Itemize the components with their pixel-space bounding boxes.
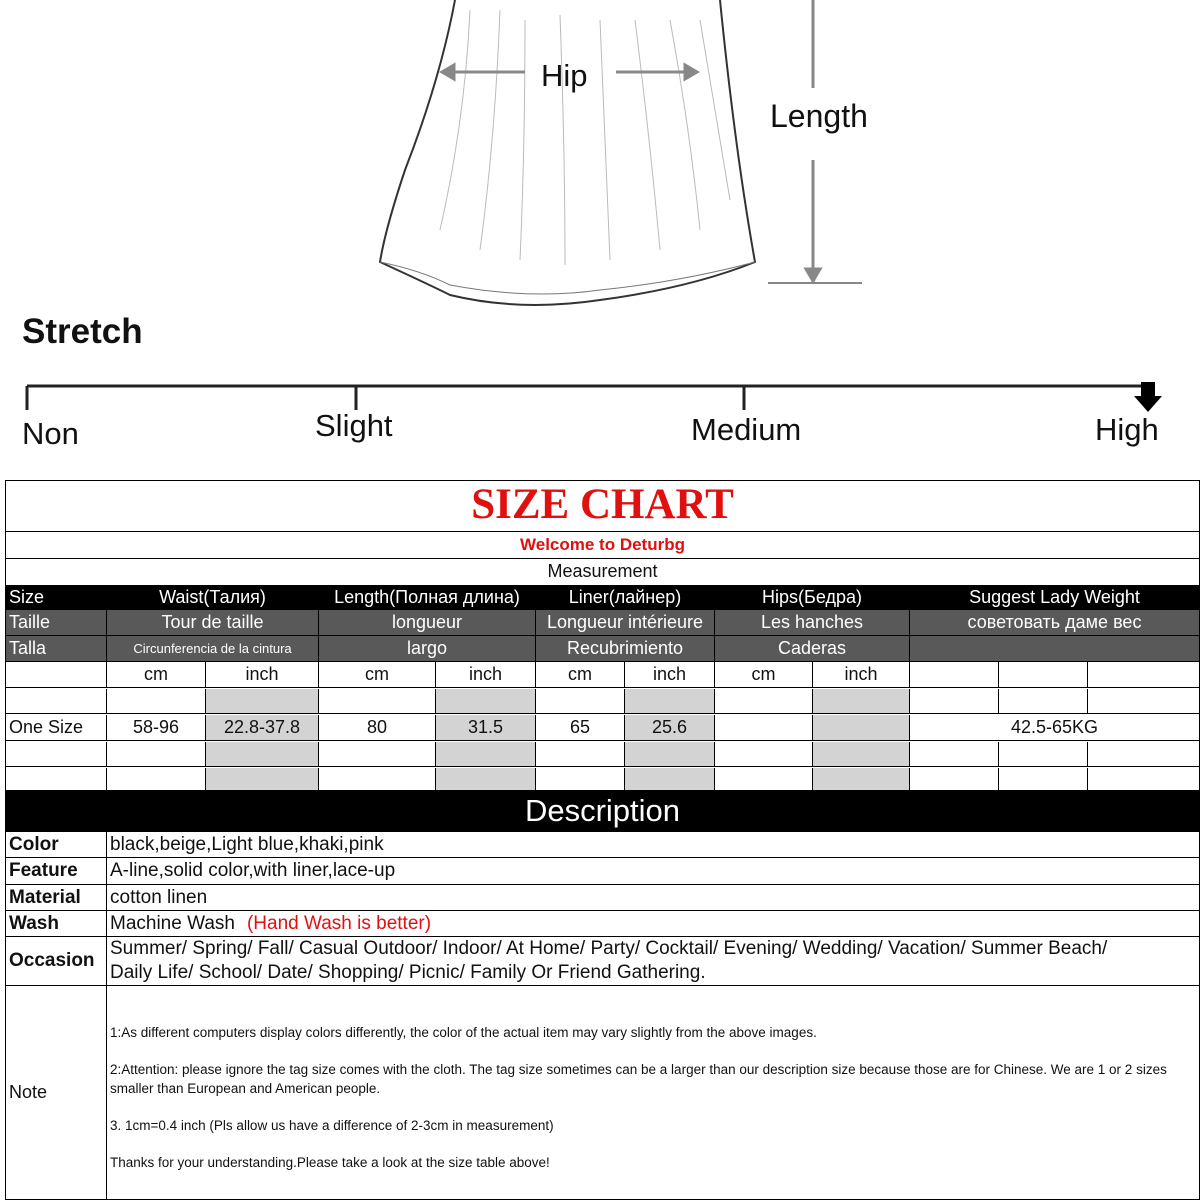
header-row-es [6,636,1199,662]
table-row [6,768,1199,790]
note-row [6,986,1199,1199]
header-longueur-int: Longueur intérieure [536,610,715,635]
stretch-level-medium: Medium [691,412,802,447]
waist-cm-value: 58-96 [107,715,206,740]
header-weight: Suggest Lady Weight [910,585,1199,610]
unit-cm: cm [536,662,625,687]
desc-row-feature [6,858,1199,885]
desc-value: cotton linen [110,886,208,908]
header-talla: Talla [6,636,107,661]
weight-value: 42.5-65KG [1010,717,1099,737]
stretch-level-slight: Slight [315,408,393,443]
length-label: Length [770,98,868,134]
note-4: Thanks for your understanding.Please take a look at the size table above! [110,1155,550,1170]
waist-inch-value: 22.8-37.8 [206,715,319,740]
desc-label: Color [6,832,107,857]
length-cm-value: 80 [319,715,436,740]
desc-label: Feature [6,858,107,884]
header-liner: Liner(лайнер) [536,585,715,610]
units-row [6,662,1199,688]
header-recubrimiento: Recubrimiento [536,636,715,661]
header-caderas: Caderas [715,636,910,661]
header-row-fr [6,610,1199,636]
wash-value: Machine Wash [110,912,235,934]
header-hips: Hips(Бедра) [715,585,910,610]
table-row [6,742,1199,767]
note-3: 3. 1cm=0.4 inch (Pls allow us have a difference of 2-3cm in measurement) [110,1118,554,1133]
desc-value: black,beige,Light blue,khaki,pink [110,833,384,855]
desc-label: Wash [6,911,107,936]
occasion-line-2: Daily Life/ School/ Date/ Shopping/ Picnic/ Family Or Friend Gathering. [110,962,706,983]
header-blank [910,636,1199,661]
size-chart-title: SIZE CHART [471,481,734,528]
header-ves: советовать даме вес [910,610,1199,635]
size-value: One Size [6,715,107,740]
description-header [6,790,1199,832]
occasion-line-1: Summer/ Spring/ Fall/ Casual Outdoor/ Indoor/ At Home/ Party/ Cocktail/ Evening/ Wedding/ Vacation/ Summer Beach/ [110,938,1108,959]
length-inch-value: 31.5 [436,715,536,740]
header-hanches: Les hanches [715,610,910,635]
note-1: 1:As different computers display colors differently, the color of the actual item may vary slightly from the above images. [110,1025,817,1040]
header-size: Size [6,585,107,610]
desc-row-material [6,885,1199,911]
unit-cm: cm [107,662,206,687]
desc-value [107,911,1199,936]
unit-inch: inch [625,662,715,687]
unit-inch: inch [813,662,910,687]
desc-label: Material [6,885,107,910]
header-taille: Taille [6,610,107,635]
header-tour: Tour de taille [107,610,319,635]
wash-note: (Hand Wash is better) [246,912,432,934]
unit-cm: cm [319,662,436,687]
desc-value: A-line,solid color,with liner,lace-up [110,860,396,881]
note-label: Note [6,986,107,1199]
stretch-title: Stretch [22,312,143,351]
hip-label: Hip [541,58,588,93]
desc-row-wash [6,911,1199,937]
liner-inch-value: 25.6 [625,715,715,740]
stretch-level-high: High [1095,412,1159,447]
measurement-label: Measurement [547,561,658,581]
header-waist: Waist(Талия) [107,585,319,610]
header-circunferencia: Circunferencia de la cintura [107,636,319,661]
unit-inch: inch [206,662,319,687]
header-length: Length(Полная длина) [319,585,536,610]
size-chart [5,480,1200,1200]
table-row [6,689,1199,714]
desc-value [107,937,1199,985]
description-title: Description [524,793,681,828]
unit-cm: cm [715,662,813,687]
table-row-one-size [6,715,1199,741]
desc-row-color [6,832,1199,858]
unit-inch: inch [436,662,536,687]
welcome-text: Welcome to Deturbg [520,535,685,554]
desc-row-occasion [6,937,1199,986]
header-longueur: longueur [319,610,536,635]
stretch-level-non: Non [22,416,79,451]
skirt-diagram [0,0,1200,470]
note-2: 2:Attention: please ignore the tag size comes with the cloth. The tag size sometimes can be a larger than our description size because those are for Chinese. We are 1 or 2 sizes smaller than European and American people. [110,1062,1167,1096]
header-row-en [6,585,1199,610]
desc-label: Occasion [6,937,107,985]
header-largo: largo [319,636,536,661]
liner-cm-value: 65 [536,715,625,740]
